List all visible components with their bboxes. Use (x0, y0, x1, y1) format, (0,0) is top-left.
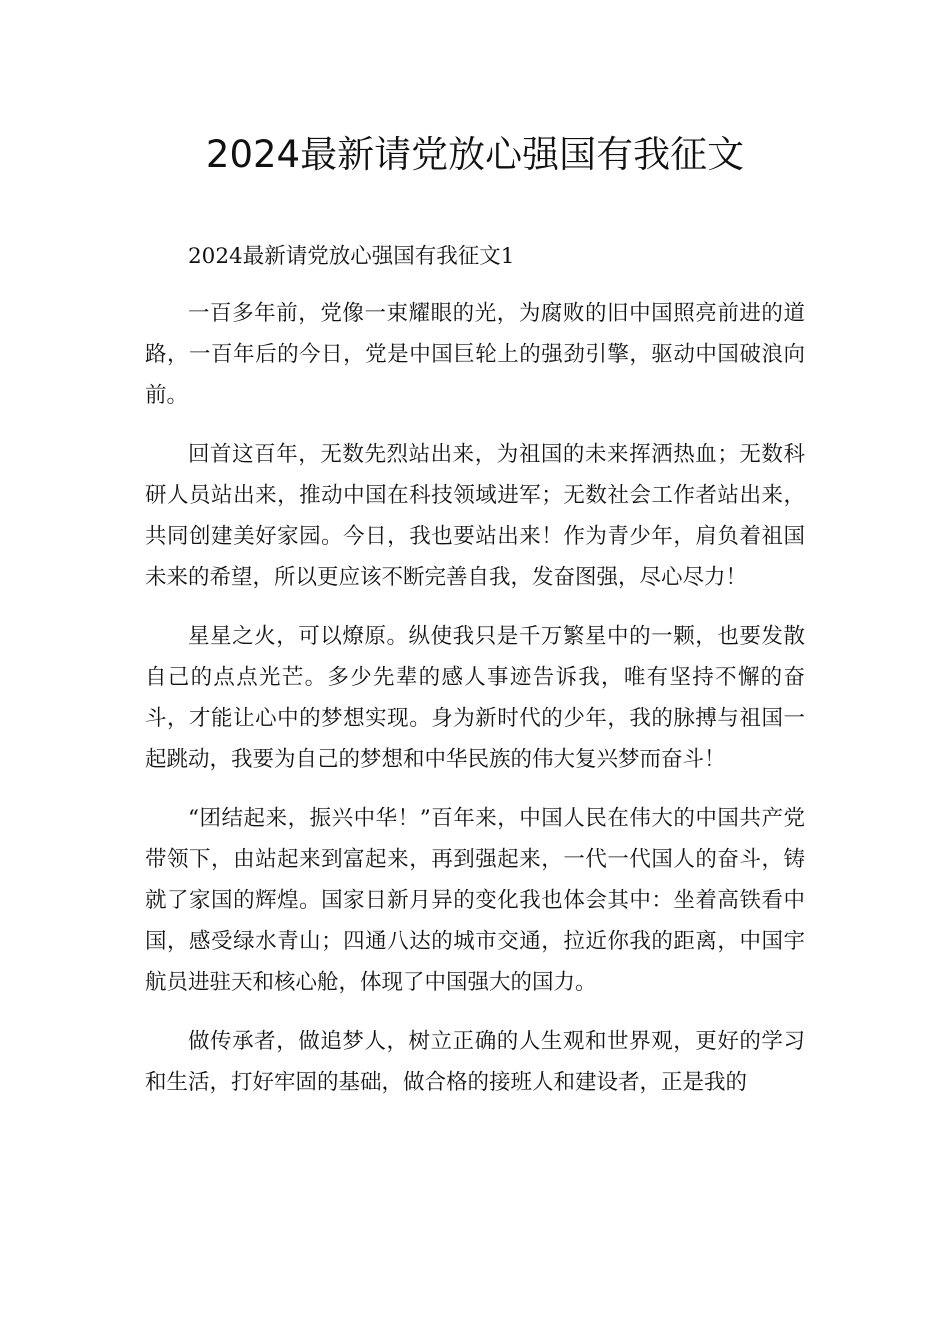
paragraph-2: 回首这百年，无数先烈站出来，为祖国的未来挥洒热血；无数科研人员站出来，推动中国在科技领域进军；无数社会工作者站出来，共同创建美好家园。今日，我也要站出来！作为青少年，肩负着祖国未来的希望，所以更应该不断完善自我，发奋图强，尽心尽力！ (145, 442, 805, 590)
section-heading: 2024最新请党放心强国有我征文1 (188, 244, 515, 269)
document-title: 2024最新请党放心强国有我征文 (205, 133, 745, 176)
paragraph-4: “团结起来，振兴中华！”百年来，中国人民在伟大的中国共产党带领下，由站起来到富起来，再到强起来，一代一代国人的奋斗，铸就了家国的辉煌。国家日新月异的变化我也体会其中：坐着高铁看中国，感受绿水青山；四通八达的城市交通，拉近你我的距离，中国宇航员进驻天和核心舱，体现了中国强大的国力。 (145, 806, 805, 995)
paragraph-5: 做传承者，做追梦人，树立正确的人生观和世界观，更好的学习和生活，打好牢固的基础，做合格的接班人和建设者，正是我的 (145, 1029, 805, 1095)
document-body (145, 236, 805, 1103)
paragraph-3: 星星之火，可以燎原。纵使我只是千万繁星中的一颗，也要发散自己的点点光芒。多少先辈的感人事迹告诉我，唯有坚持不懈的奋斗，才能让心中的梦想实现。身为新时代的少年，我的脉搏与祖国一起跳动，我要为自己的梦想和中华民族的伟大复兴梦而奋斗！ (145, 624, 805, 772)
paragraph-1: 一百多年前，党像一束耀眼的光，为腐败的旧中国照亮前进的道路，一百年后的今日，党是中国巨轮上的强劲引擎，驱动中国破浪向前。 (145, 301, 805, 408)
